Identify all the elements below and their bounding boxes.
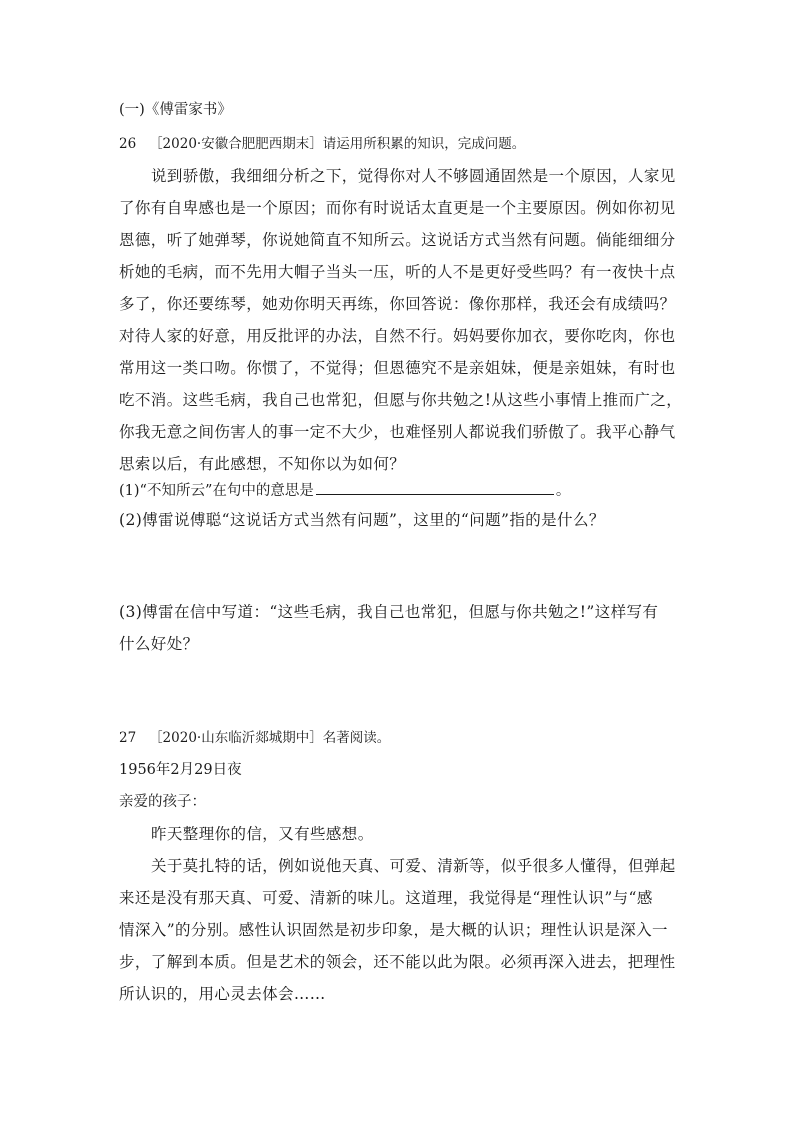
q27-letter-date: 1956年2月29日夜	[119, 762, 242, 778]
q26-passage-line: 多了，你还要练琴，她劝你明天再练，你回答说：像你那样，我还会有成绩吗？	[119, 295, 676, 313]
q26-passage-line: 你我无意之间伤害人的事一定不大少，也难怪别人都说我们骄傲了。我平心静气	[119, 423, 676, 441]
q27-number: 27	[119, 730, 137, 746]
q27-letter-greeting: 亲爱的孩子：	[119, 794, 206, 810]
q26-subquestion-2: (2)傅雷说傅聪“这说话方式当然有问题”，这里的“问题”指的是什么？	[119, 511, 605, 529]
q27-source: ［2020·山东临沂郯城期中］名著阅读。	[149, 730, 391, 746]
q27-passage-line: 昨天整理你的信，又有些感想。	[151, 825, 374, 843]
q26-number: 26	[119, 136, 137, 152]
section-title: (一)《傅雷家书》	[119, 102, 232, 118]
q26-passage-line: 恩德，听了她弹琴，你说她简直不知所云。这说话方式当然有问题。倘能细细分	[119, 231, 676, 249]
q26-passage-line: 了你有自卑感也是一个原因；而你有时说话太直更是一个主要原因。例如你初见	[119, 199, 676, 217]
q27-passage-line: 情深入”的分别。感性认识固然是初步印象，是大概的认识；理性认识是深入一	[119, 921, 668, 939]
q26-sub1-answer-blank[interactable]	[316, 480, 554, 495]
q26-passage-line: 思索以后，有此感想，不知你以为如何？	[119, 455, 406, 473]
q26-passage-line: 说到骄傲，我细细分析之下，觉得你对人不够圆通固然是一个原因，人家见	[151, 167, 676, 185]
q26-subquestion-1	[119, 480, 679, 501]
q26-passage-line: 常用这一类口吻。你惯了，不觉得；但恩德究不是亲姐妹，便是亲姐妹，有时也	[119, 359, 676, 377]
q26-sub1-suffix: 。	[555, 483, 571, 499]
q27-passage-line: 步，了解到本质。但是艺术的领会，还不能以此为限。必须再深入进去，把理性	[119, 953, 676, 971]
q27-passage-line: 所认识的，用心灵去体会……	[119, 985, 326, 1003]
q27-passage-line: 来还是没有那天真、可爱、清新的味儿。这道理，我觉得是“理性认识”与“感	[119, 889, 653, 907]
q26-source: ［2020·安徽合肥肥西期末］请运用所积累的知识，完成问题。	[149, 136, 526, 152]
q26-header	[119, 134, 679, 154]
q26-passage-line: 析她的毛病，而不先用大帽子当头一压，听的人不是更好受些吗？有一夜快十点	[119, 263, 676, 281]
q27-passage-line: 关于莫扎特的话，例如说他天真、可爱、清新等，似乎很多人懂得，但弹起	[151, 857, 676, 875]
q27-header	[119, 728, 679, 748]
q26-passage-line: 对待人家的好意，用反批评的办法，自然不行。妈妈要你加衣，要你吃肉，你也	[119, 327, 676, 345]
q26-subquestion-3-cont: 什么好处？	[119, 635, 199, 653]
q26-sub1-prompt: (1)“不知所云”在句中的意思是	[119, 483, 314, 499]
q26-passage-line: 吃不消。这些毛病，我自己也常犯，但愿与你共勉之!从这些小事情上推而广之，	[119, 391, 683, 409]
q26-subquestion-3: (3)傅雷在信中写道：“这些毛病，我自己也常犯，但愿与你共勉之!”这样写有	[119, 603, 659, 621]
